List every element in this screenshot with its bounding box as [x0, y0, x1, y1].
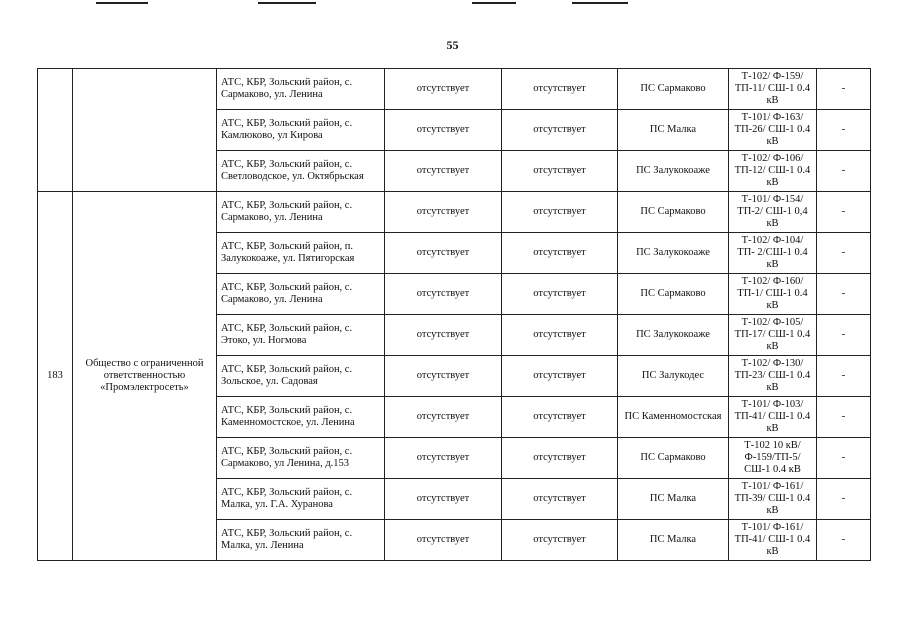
- status-cell: отсутствует: [385, 397, 502, 438]
- address-cell: АТС, КБР, Зольский район, с. Малка, ул. Г.А. Хуранова: [217, 479, 385, 520]
- note-cell: -: [817, 274, 871, 315]
- line-cell: Т-101/ Ф-161/ТП-41/ СШ-1 0.4 кВ: [729, 520, 817, 561]
- organization-cell: [73, 69, 217, 192]
- substation-cell: ПС Сармаково: [618, 274, 729, 315]
- note-cell: -: [817, 356, 871, 397]
- status-cell: отсутствует: [385, 69, 502, 110]
- status-cell: отсутствует: [385, 110, 502, 151]
- substation-cell: ПС Малка: [618, 520, 729, 561]
- line-cell: Т-101/ Ф-161/ТП-39/ СШ-1 0.4 кВ: [729, 479, 817, 520]
- line-cell: Т-102/ Ф-104/ТП- 2/СШ-1 0.4 кВ: [729, 233, 817, 274]
- status-cell: отсутствует: [385, 520, 502, 561]
- status-cell: отсутствует: [385, 315, 502, 356]
- line-cell: Т-102/ Ф-106/ТП-12/ СШ-1 0.4 кВ: [729, 151, 817, 192]
- line-cell: Т-102/ Ф-160/ТП-1/ СШ-1 0.4 кВ: [729, 274, 817, 315]
- line-cell: Т-101/ Ф-163/ТП-26/ СШ-1 0.4 кВ: [729, 110, 817, 151]
- registry-table: [37, 68, 871, 561]
- note-cell: -: [817, 438, 871, 479]
- address-cell: АТС, КБР, Зольский район, с. Каменномостское, ул. Ленина: [217, 397, 385, 438]
- page-number: 55: [446, 38, 459, 52]
- status-cell: отсутствует: [385, 151, 502, 192]
- status-cell: отсутствует: [502, 356, 618, 397]
- substation-cell: ПС Залукокоаже: [618, 151, 729, 192]
- line-cell: Т-102/ Ф-130/ТП-23/ СШ-1 0.4 кВ: [729, 356, 817, 397]
- table-row: [38, 192, 871, 233]
- scan-mark: [472, 2, 516, 4]
- address-cell: АТС, КБР, Зольский район, п. Залукокоаже, ул. Пятигорская: [217, 233, 385, 274]
- line-cell: Т-101/ Ф-154/ТП-2/ СШ-1 0,4 кВ: [729, 192, 817, 233]
- scan-mark: [572, 2, 628, 4]
- status-cell: отсутствует: [385, 274, 502, 315]
- substation-cell: ПС Сармаково: [618, 192, 729, 233]
- status-cell: отсутствует: [385, 192, 502, 233]
- substation-cell: ПС Малка: [618, 479, 729, 520]
- note-cell: -: [817, 520, 871, 561]
- address-cell: АТС, КБР, Зольский район, с. Светловодское, ул. Октябрьская: [217, 151, 385, 192]
- scan-mark: [96, 2, 148, 4]
- scan-mark: [258, 2, 316, 4]
- status-cell: отсутствует: [502, 233, 618, 274]
- line-cell: Т-101/ Ф-103/ТП-41/ СШ-1 0.4 кВ: [729, 397, 817, 438]
- address-cell: АТС, КБР, Зольский район, с. Сармаково, ул. Ленина: [217, 274, 385, 315]
- entry-number-cell: [38, 69, 73, 192]
- status-cell: отсутствует: [502, 274, 618, 315]
- entry-number-cell: 183: [38, 192, 73, 561]
- status-cell: отсутствует: [502, 315, 618, 356]
- note-cell: -: [817, 233, 871, 274]
- status-cell: отсутствует: [502, 397, 618, 438]
- table-row: [38, 69, 871, 110]
- note-cell: -: [817, 110, 871, 151]
- address-cell: АТС, КБР, Зольский район, с. Камлюково, ул Кирова: [217, 110, 385, 151]
- address-cell: АТС, КБР, Зольский район, с. Малка, ул. Ленина: [217, 520, 385, 561]
- substation-cell: ПС Сармаково: [618, 438, 729, 479]
- status-cell: отсутствует: [502, 438, 618, 479]
- line-cell: Т-102/ Ф-105/ТП-17/ СШ-1 0.4 кВ: [729, 315, 817, 356]
- substation-cell: ПС Залукокоаже: [618, 315, 729, 356]
- substation-cell: ПС Каменномостская: [618, 397, 729, 438]
- organization-cell: Общество с ограниченной ответственностью «Промэлектросеть»: [73, 192, 217, 561]
- status-cell: отсутствует: [502, 479, 618, 520]
- status-cell: отсутствует: [385, 356, 502, 397]
- status-cell: отсутствует: [502, 110, 618, 151]
- address-cell: АТС, КБР, Зольский район, с. Сармаково, ул Ленина, д.153: [217, 438, 385, 479]
- status-cell: отсутствует: [502, 151, 618, 192]
- address-cell: АТС, КБР, Зольский район, с. Этоко, ул. Ногмова: [217, 315, 385, 356]
- substation-cell: ПС Сармаково: [618, 69, 729, 110]
- address-cell: АТС, КБР, Зольский район, с. Зольское, ул. Садовая: [217, 356, 385, 397]
- note-cell: -: [817, 479, 871, 520]
- note-cell: -: [817, 192, 871, 233]
- address-cell: АТС, КБР, Зольский район, с. Сармаково, ул. Ленина: [217, 192, 385, 233]
- note-cell: -: [817, 69, 871, 110]
- substation-cell: ПС Залукодес: [618, 356, 729, 397]
- status-cell: отсутствует: [385, 479, 502, 520]
- address-cell: АТС, КБР, Зольский район, с. Сармаково, ул. Ленина: [217, 69, 385, 110]
- note-cell: -: [817, 151, 871, 192]
- note-cell: -: [817, 397, 871, 438]
- table-body: [38, 69, 871, 561]
- status-cell: отсутствует: [502, 69, 618, 110]
- substation-cell: ПС Залукокоаже: [618, 233, 729, 274]
- substation-cell: ПС Малка: [618, 110, 729, 151]
- line-cell: Т-102 10 кВ/ Ф-159/ТП-5/ СШ-1 0.4 кВ: [729, 438, 817, 479]
- status-cell: отсутствует: [502, 192, 618, 233]
- status-cell: отсутствует: [385, 233, 502, 274]
- status-cell: отсутствует: [502, 520, 618, 561]
- note-cell: -: [817, 315, 871, 356]
- status-cell: отсутствует: [385, 438, 502, 479]
- line-cell: Т-102/ Ф-159/ТП-11/ СШ-1 0.4 кВ: [729, 69, 817, 110]
